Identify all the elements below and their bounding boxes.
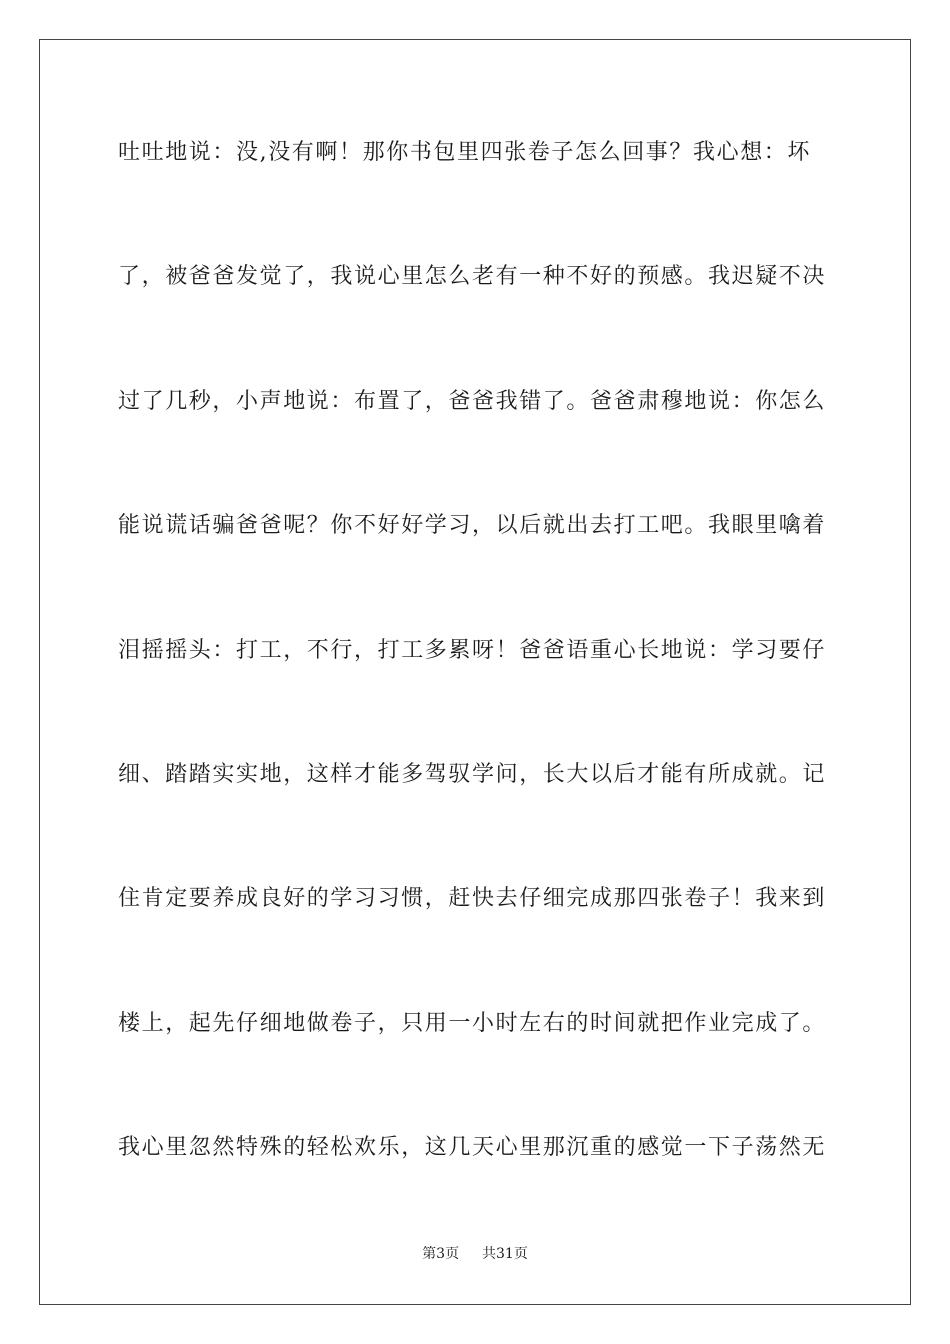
page-number: 第3页 (422, 1246, 460, 1262)
text-line: 细、踏踏实实地，这样才能多驾驭学问，长大以后才能有所成就。记 (118, 761, 827, 787)
text-line: 吐吐地说：没,没有啊！那你书包里四张卷子怎么回事？我心想：坏 (118, 140, 811, 165)
total-pages: 共31页 (482, 1246, 528, 1262)
text-line: 过了几秒，小声地说：布置了，爸爸我错了。爸爸肃穆地说：你怎么 (118, 388, 827, 414)
text-line: 了，被爸爸发觉了，我说心里怎么老有一种不好的预感。我迟疑不决 (118, 264, 827, 290)
text-line: 我心里忽然特殊的轻松欢乐，这几天心里那沉重的感觉一下子荡然无 (118, 1135, 827, 1161)
page-footer (0, 1244, 950, 1264)
text-line: 泪摇摇头：打工，不行，打工多累呀！爸爸语重心长地说：学习要仔 (118, 637, 827, 663)
text-line: 楼上，起先仔细地做卷子，只用一小时左右的时间就把作业完成了。 (118, 1010, 827, 1036)
text-line: 住肯定要养成良好的学习习惯，赶快去仔细完成那四张卷子！我来到 (118, 886, 827, 912)
text-line: 能说谎话骗爸爸呢？你不好好学习，以后就出去打工吧。我眼里噙着 (118, 513, 827, 539)
body-text (118, 133, 832, 1253)
